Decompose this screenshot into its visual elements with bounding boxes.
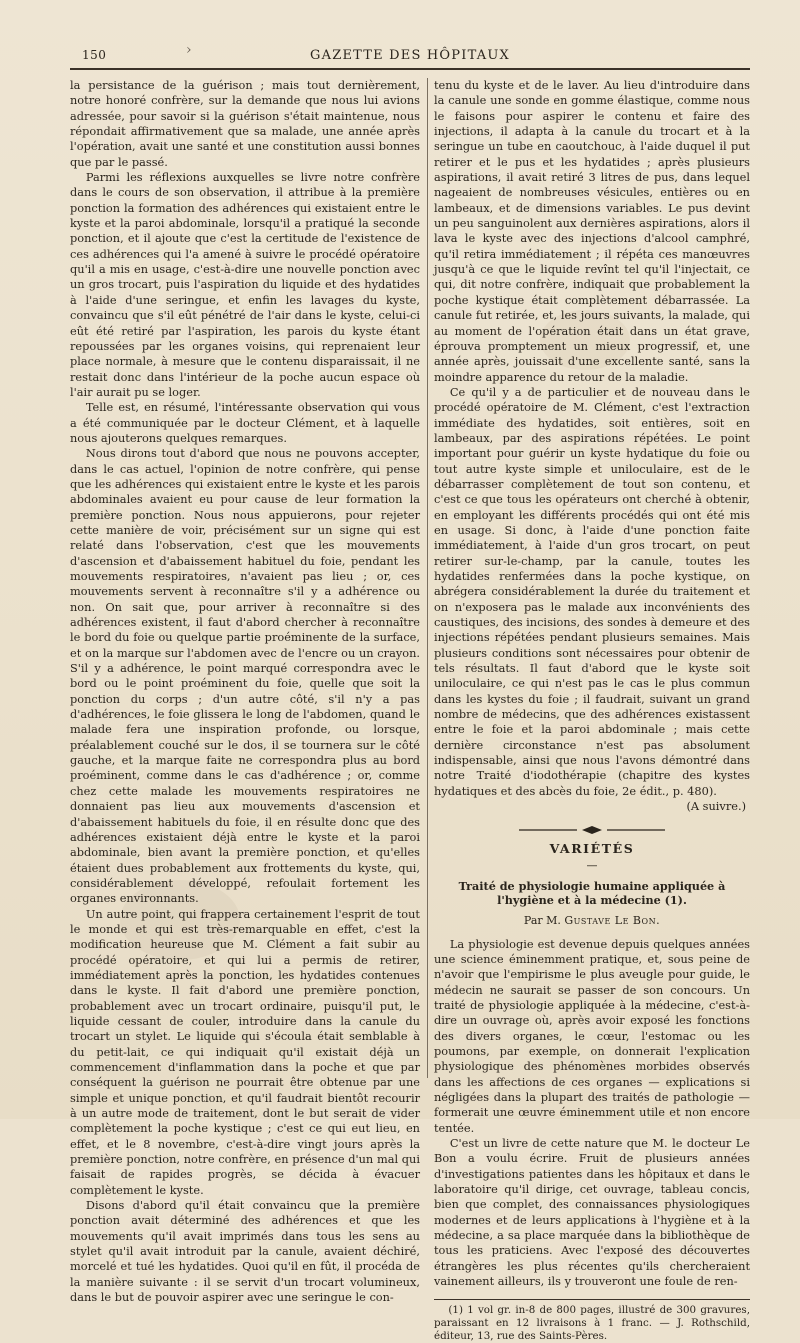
page-header bbox=[70, 42, 750, 66]
paragraph: tenu du kyste et de le laver. Au lieu d'introduire dans la canule une sonde en gomme élastique, comme nous le faisons pour aspirer le contenu et faire des injections, il adapta à la canule du trocart et à la seringue un tube en caoutchouc, à l'aide duquel il put retirer et le pus et les hydatides ; après plusieurs aspirations, il avait retiré 3 litres de pus, dans lequel nageaient de nombreuses vésicules, entières ou en lambeaux, et de dimensions variables. Le pus devint un peu sanguinolent aux dernières aspirations, alors il lava le kyste avec des injections d'alcool camphré, qu'il retira immédiatement ; il répéta ces manœuvres jusqu'à ce que le liquide revînt tel qu'il l'injectait, ce qui, dit notre confrère, indiquait que probablement la poche kystique était complètement débarrassée. La canule fut retirée, et, les jours suivants, la malade, qui au moment de l'opération était dans un état grave, éprouva promptement un mieux progressif, et, une année après, jouissait d'une excellente santé, sans la moindre apparence du retour de la maladie. bbox=[434, 78, 750, 384]
page-number: 150 bbox=[82, 48, 107, 62]
article-title: Traité de physiologie humaine appliquée à l'hygiène et à la médecine (1). bbox=[458, 879, 726, 908]
ornament-divider bbox=[517, 825, 667, 835]
right-column bbox=[434, 78, 750, 1343]
paragraph: Parmi les réflexions auxquelles se livre notre confrère dans le cours de son observation, il attribue à la première ponction la formation des adhérences qui existaient entre le kyste et la paroi abdominale, lorsqu'il a pratiqué la seconde ponction, et il ajoute que c'est la certitude de l'existence de ces adhérences qui l'a amené à suivre le procédé opératoire qu'il a mis en usage, c'est-à-dire une nouvelle ponction avec un gros trocart, puis l'aspiration du liquide et des hydatides à l'aide d'une seringue, et enfin les lavages du kyste, convaincu que s'il eût pénétré de l'air dans le kyste, celui-ci eût été retiré par l'aspiration, les parois du kyste étant repoussées par les organes voisins, qui reprenaient leur place normale, à mesure que le contenu disparaissait, il ne restait donc dans l'intérieur de la poche aucun espace où l'air aurait pu se loger. bbox=[70, 170, 420, 399]
paragraph: C'est un livre de cette nature que M. le docteur Le Bon a voulu écrire. Fruit de plusieurs années d'investigations patientes dans les hôpitaux et dans le laboratoire qu'il dirige, cet ouvrage, tableau concis, bien que complet, des connaissances physiologiques modernes et de leurs applications à l'hygiène et à la médecine, a sa place marquée dans la bibliothèque de tous les praticiens. Avec l'exposé des découvertes étrangères les plus récentes qu'ils chercheraient vainement ailleurs, ils y trouveront une foule de ren- bbox=[434, 1136, 750, 1289]
paragraph: Disons d'abord qu'il était convaincu que la première ponction avait déterminé des adhérences et que les mouvements qu'il avait imprimés dans tous les sens au stylet qu'il avait introduit par la canule, avaient déchiré, morcelé et tué les hydatides. Quoi qu'il en fût, il procéda de la manière suivante : il se servit d'un trocart volumineux, dans le but de pouvoir aspirer avec une seringue le con- bbox=[70, 1198, 420, 1305]
paragraph: Nous dirons tout d'abord que nous ne pouvons accepter, dans le cas actuel, l'opinion de notre confrère, qui pense que les adhérences qui existaient entre le kyste et les parois abdominales avaient eu pour cause de leur formation la première ponction. Nous nous appuierons, pour rejeter cette manière de voir, précisément sur un signe qui est relaté dans l'observation, c'est que les mouvements d'ascension et d'abaissement habituel du foie, pendant les mouvements respiratoires, n'avaient pas lieu ; or, ces mouvements servent à reconnaître s'il y a adhérence ou non. On sait que, pour arriver à reconnaître si des adhérences existent, il faut d'abord chercher à reconnaître le bord du foie ou quelque partie proéminente de la surface, et on la marque sur l'abdomen avec de l'encre ou un crayon. S'il y a adhérence, le point marqué correspondra avec le bord ou le point proéminent du foie, quelle que soit la ponction du corps ; d'un autre côté, s'il n'y a pas d'adhérences, le foie glissera le long de l'abdomen, quand le malade fera une inspiration profonde, ou lorsque, préalablement couché sur le dos, il se tournera sur le côté gauche, et la marque faite ne correspondra plus au bord proéminent, comme dans le cas d'adhérence ; or, comme chez cette malade les mouvements respiratoires ne donnaient pas lieu aux mouvements d'ascension et d'abaissement habituels du foie, il en résulte donc que des adhérences existaient déjà entre le kyste et la paroi abdominale, bien avant la première ponction, et qu'elles étaient dues probablement aux frottements du kyste, qui, considérablement développé, refoulait fortement les organes environnants. bbox=[70, 446, 420, 906]
journal-title: GAZETTE DES HÔPITAUX bbox=[310, 48, 510, 63]
paragraph: Un autre point, qui frappera certainement l'esprit de tout le monde et qui est très-remarquable en effet, c'est la modification heureuse que M. Clément a fait subir au procédé opératoire, et qui lui a permis de retirer, immédiatement après la ponction, les hydatides contenues dans le kyste. Il fait d'abord une première ponction, probablement avec un trocart ordinaire, puisqu'il put, le liquide cessant de couler, introduire dans la canule du trocart un stylet. Le liquide qui s'écoula était semblable à du petit-lait, ce qui indiquait qu'il existait déjà un commencement d'inflammation dans la poche et que par conséquent la guérison ne pourrait être obtenue par une simple et unique ponction, et qu'il faudrait bientôt recourir à un autre mode de traitement, dont le but serait de vider complètement la poche kystique ; c'est ce qui eut lieu, en effet, et le 8 novembre, c'est-à-dire vingt jours après la première ponction, notre confrère, en présence d'un mal qui faisait de rapides progrès, se décida à évacuer complètement le kyste. bbox=[70, 906, 420, 1197]
paragraph: Ce qu'il y a de particulier et de nouveau dans le procédé opératoire de M. Clément, c'est l'extraction immédiate des hydatides, soit entières, soit en lambeaux, par des aspirations répétées. Le point important pour guérir un kyste hydatique du foie ou tout autre kyste simple et uniloculaire, est de le débarrasser complètement de tout son contenu, et c'est ce que tous les opérateurs ont cherché à obtenir, en employant les différents procédés qui ont été mis en usage. Si donc, à l'aide d'une ponction faite immédiatement, à l'aide d'un gros trocart, on peut retirer sur-le-champ, par la canule, toutes les hydatides renfermées dans la poche kystique, on abrégera considérablement la durée du traitement et on n'exposera pas le malade aux inconvénients des caustiques, des incisions, des sondes à demeure et des injections répétées pendant plusieurs semaines. Mais plusieurs conditions sont nécessaires pour obtenir de tels résultats. Il faut d'abord que le kyste soit uniloculaire, ce qui n'est pas le cas le plus commun dans les kystes du foie ; il faudrait, suivant un grand nombre de médecins, que des adhérences existassent entre le foie et la paroi abdominale ; mais cette dernière circonstance n'est pas absolument indispensable, ainsi que nous l'avons démontré dans notre Traité d'iodothérapie (chapitre des kystes hydatiques et des abcès du foie, 2e édit., p. 480). bbox=[434, 384, 750, 798]
byline-author: Gustave Le Bon. bbox=[564, 914, 661, 928]
footnote-rule bbox=[434, 1299, 750, 1300]
byline-prefix: Par M. bbox=[523, 914, 561, 928]
column-divider bbox=[427, 78, 428, 1078]
paragraph: La physiologie est devenue depuis quelques années une science éminemment pratique, et, sous peine de n'avoir que l'empirisme le plus aveugle pour guide, le médecin ne saurait se passer de son concours. Un traité de physiologie appliquée à la médecine, c'est-à-dire un ouvrage où, après avoir exposé les fonctions des divers organes, le cœur, l'estomac ou les poumons, par exemple, on donnerait l'explication physiologique des phénomènes morbides observés dans les affections de ces organes — explications si négligées dans la plupart des traités de pathologie — formerait une œuvre éminemment utile et non encore tentée. bbox=[434, 936, 750, 1135]
byline bbox=[434, 913, 750, 928]
header-mark: › bbox=[186, 42, 192, 58]
to-be-continued: (A suivre.) bbox=[686, 799, 746, 814]
header-rule bbox=[70, 68, 750, 70]
section-dash: — bbox=[586, 858, 598, 872]
section-title: VARIÉTÉS bbox=[549, 840, 635, 856]
paragraph: Telle est, en résumé, l'intéressante observation qui vous a été communiquée par le docteur Clément, et à laquelle nous ajouterons quelques remarques. bbox=[70, 400, 420, 445]
left-column bbox=[70, 78, 420, 1305]
footnote: (1) 1 vol gr. in-8 de 800 pages, illustré de 300 gravures, paraissant en 12 livraisons à 1 franc. — J. Rothschild, éditeur, 13, rue des Saints-Pères. bbox=[434, 1304, 750, 1343]
paragraph: la persistance de la guérison ; mais tout dernièrement, notre honoré confrère, sur la demande que nous lui avions adressée, pour savoir si la guérison s'était maintenue, nous répondait affirmativement que sa malade, une année après l'opération, avait une santé et une constitution aussi bonnes que par le passé. bbox=[70, 78, 420, 169]
